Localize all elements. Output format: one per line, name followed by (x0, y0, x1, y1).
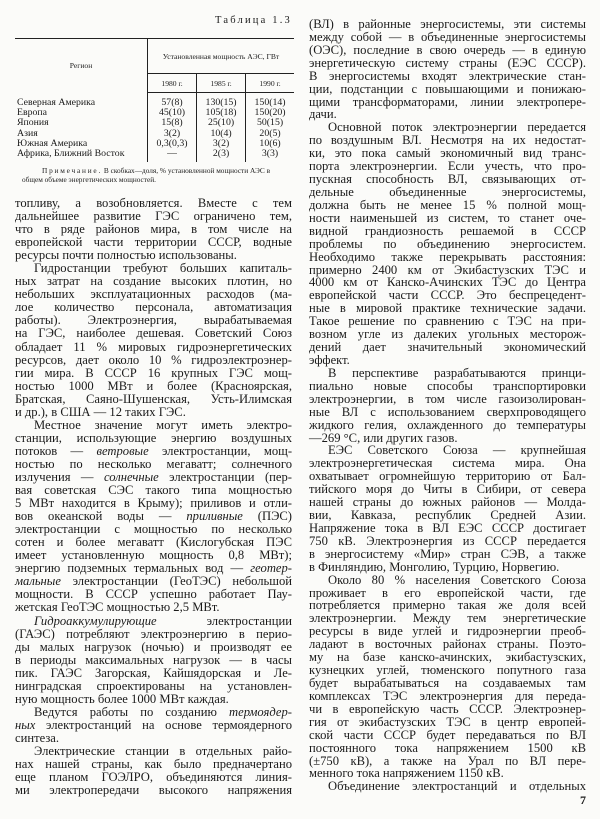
text-line: в периоды максимальных нагрузок — в часы (15, 652, 292, 667)
text-span: электростанции (ГеоТЭС) небольшой (60, 574, 292, 589)
value-cell: — (148, 149, 197, 162)
region-cell: Южная Америка (15, 139, 148, 149)
text-line: охватывает огромнейшую территорию от Бал- (309, 469, 586, 484)
text-line: (±750 кВ), а также на Урал по ВЛ пере- (309, 753, 586, 768)
text-line (15, 445, 292, 458)
text-line: нашей страны до южных районов — Молда- (309, 495, 586, 510)
text-line: постоянного тока напряжением 1500 кВ (309, 740, 586, 755)
text-line: порта электроэнергии. Если учесть, что про- (309, 159, 586, 174)
text-span: потоков — (15, 443, 97, 458)
text-line: ресурсы в виде углей и гидроэнергии преоб- (309, 624, 586, 639)
text-line: пиально новые способы транспортировки (309, 378, 586, 393)
text-line: работы). Электроэнергия, вырабатываемая (15, 313, 292, 328)
text-line: лое количество персонала, автоматизация (15, 300, 292, 315)
text-span: излучения — (15, 469, 104, 484)
text-line: электроэнергетическая система мира. Она (309, 456, 586, 471)
text-line (15, 719, 292, 732)
text-line: примерно 2400 км от Экибастузских ТЭС и (309, 262, 586, 277)
text-line: дальнейшее развитие ГЭС ограничено тем, (15, 209, 292, 224)
paragraph (309, 574, 586, 781)
value-cell: 150(20) (254, 107, 286, 119)
italic-term: солнечные (103, 469, 159, 484)
text-line: в Финляндию, Монголию, Турцию, Норвегию. (309, 559, 560, 574)
right-text-column (309, 18, 586, 793)
text-line: в энергосистему «Мир» стран СЭВ, а также (309, 546, 586, 561)
table-note (22, 167, 290, 184)
text-line: 750 кВ. Электроэнергия из СССР передается (309, 533, 586, 548)
paragraph (15, 706, 292, 745)
italic-term: ных (15, 717, 36, 732)
text-line: ные в мировой практике технические задачи. (309, 301, 586, 316)
text-line: станции, использующие энергию воздушных (15, 430, 292, 445)
text-line: ки, это пока самый экономичный вид транс- (309, 146, 586, 161)
text-line: дений дает значительный экономический (309, 340, 586, 355)
value-cell: 15(8) (148, 118, 197, 128)
region-cell: Азия (15, 129, 148, 139)
value-cell: 0,3(0,3) (148, 139, 197, 149)
text-line: будет вырабатываться на создаваемых там (309, 676, 586, 691)
value-cell: 50(15) (256, 117, 284, 129)
paragraph (15, 615, 292, 706)
text-line: (ОЭС), последние в свою очередь — в единую (309, 42, 586, 57)
paragraph (309, 780, 586, 793)
text-span: энергию подземных термальных вод — (15, 561, 251, 576)
text-line: ской части СССР будет передаваться по ВЛ (309, 727, 586, 742)
text-line: электроэнергии. Между тем энергетические (309, 611, 586, 626)
text-line: электроэнергии, в том числе газоизолирован- (309, 391, 586, 406)
text-line: (ГАЭС) потребляют электроэнергию в перио- (15, 626, 292, 641)
text-line: кузнецких углей, тюменского попутного газа (309, 663, 586, 678)
table-row (15, 118, 294, 128)
text-line: Гидростанции требуют больших капиталь- (34, 261, 292, 276)
text-line: Напряжение тока в ВЛ ЕЭС СССР достигает (309, 520, 586, 535)
paragraph (309, 121, 586, 367)
text-line: ладают в восточных районах страны. Поэто- (309, 637, 586, 652)
text-line: ностью 1000 МВт и более (Красноярская, (15, 378, 292, 393)
value-cell: 3(3) (261, 148, 279, 160)
text-line: дельные объединенные энергосистемы, (309, 184, 586, 199)
value-cell: 150(14) (254, 97, 286, 108)
italic-term: мальные (15, 574, 61, 589)
text-line: гия от экибастузских ТЭС в центр европей- (309, 714, 586, 729)
year-header: 1980 г. (148, 74, 197, 93)
text-line: электростанции с мощностью по несколько (15, 522, 292, 537)
region-cell: Африка, Ближний Восток (15, 149, 148, 162)
value-cell: 45(10) (148, 108, 197, 118)
text-line: нинградская спроектированы на установлен- (15, 678, 292, 693)
value-cell: 10(6) (259, 137, 281, 149)
text-line: ЕЭС Советского Союза — крупнейшая (328, 443, 586, 458)
text-line: потребляется примерно такая же доля всей (309, 598, 586, 613)
text-line: ресурсов, дает около 10 % гидроэлектроэнер- (15, 352, 292, 367)
text-span: электростанции, мощ- (148, 443, 293, 458)
value-cell: 130(15) (197, 93, 246, 109)
table-row (15, 108, 294, 118)
paragraph (15, 419, 292, 615)
italic-term: термоядер- (229, 704, 292, 719)
text-line: комплексах ТЭС электроэнергия для переда- (309, 688, 586, 703)
region-header: Регион (15, 39, 148, 93)
left-text-column (15, 197, 292, 797)
text-line: 4000 км от Канско-Ачинских ТЭС до Центра (309, 275, 586, 290)
text-line (15, 615, 292, 628)
text-line: на ГЭС, наиболее дешевая. Советский Союз (15, 326, 292, 341)
text-line: 5 МВт находится в Крыму); приливов и отли- (15, 496, 292, 511)
region-cell: Япония (15, 118, 148, 128)
text-line: Такое решение по сравнению с ТЭС на при- (309, 314, 586, 329)
text-line: ную мощность более 1000 МВт каждая. (15, 691, 229, 706)
text-line: ных затрат на создание высоких плотин, но (15, 274, 292, 289)
text-line: пускная способность ВЛ, связывающих от- (309, 172, 586, 187)
region-cell: Европа (15, 108, 148, 118)
text-line: эффект. (309, 352, 350, 367)
text-line: Местное значение могут иметь электро- (34, 417, 292, 432)
text-line: менного тока напряжением 1150 кВ. (309, 766, 504, 781)
text-line: Братская, Саяно-Шушенская, Усть-Илимская (15, 391, 292, 406)
note-text: В скобках—доля, % установленной мощности АЭС в общем объеме энергетических мощностей. (22, 166, 271, 184)
year-header: 1985 г. (197, 74, 246, 93)
note-label: Примечание. (42, 166, 103, 175)
text-line: пик. ГАЭС Загорская, Кайшядорская и Ле- (15, 665, 292, 680)
text-line: имеет установленную мощность 0,8 МВт); (15, 548, 292, 563)
text-line: щими трансформаторами, линии электропере- (309, 94, 586, 109)
text-line: еще планом ГОЭЛРО, объединяются линия- (15, 770, 292, 785)
text-line: жидкого гелия, охлажденного до температуры (309, 417, 586, 432)
value-cell: 3(2) (148, 129, 197, 139)
text-line: ми электропередачи высокого напряжения (15, 783, 292, 798)
text-line: энергетическую систему страны (ЕЭС СССР). (309, 55, 586, 70)
nuclear-capacity-table (15, 38, 294, 162)
text-line: Необходимо также перекрывать расстояния: (309, 249, 586, 264)
value-cell: 10(4) (197, 129, 246, 139)
text-line: му на базе канско-ачинских, экибастузских, (309, 650, 586, 665)
text-span: вов океанской воды — (15, 509, 187, 524)
value-cell: 105(18) (197, 108, 246, 118)
text-line: гии мира. В СССР 16 крупных ГЭС мощ- (15, 365, 292, 380)
text-line: видной грандиозность решаемой в СССР (309, 223, 586, 238)
text-line: ности наименьшей из систем, то станет оче- (309, 210, 586, 225)
text-line: синтеза. (15, 730, 60, 745)
text-line: Около 80 % населения Советского Союза (328, 572, 586, 587)
paragraph (309, 444, 586, 573)
text-line: обладает 11 % мировых гидроэнергетических (15, 339, 292, 354)
text-line: ды малых нагрузок (ночью) и производят ее (15, 639, 292, 654)
text-line: В перспективе разрабатываются принци- (328, 365, 586, 380)
table-row (15, 149, 294, 162)
text-line: нах нашей страны, как было предначертано (15, 757, 292, 772)
text-line: мощности. В СССР успешно работает Пау- (15, 587, 292, 602)
text-line: вая советская СЭС такого типа мощностью (15, 483, 292, 498)
text-line: чи в европейскую часть СССР. Электроэнер- (309, 701, 586, 716)
text-line: возном угле из далеких угольных месторож- (309, 327, 586, 342)
text-line: жетская ГеоТЭС мощностью 2,5 МВт. (15, 600, 220, 615)
text-span: (ПЭС) (242, 509, 292, 524)
text-line: (ВЛ) в районные энергосистемы, эти системы (309, 17, 586, 31)
text-line: ные ВЛ с использованием сверхпроводящего (309, 404, 586, 419)
text-line: топливу, а возобновляется. Вместе с тем (15, 196, 292, 210)
text-line: сотен и более мегаватт (Кислогубская ПЭС (15, 535, 292, 550)
text-line: проблемы по объединению энергосистем. (309, 236, 586, 251)
text-line: небольших эксплуатационных расходов (ма- (15, 287, 292, 302)
text-line: и др.), в США — 12 таких ГЭС. (15, 404, 186, 419)
italic-term: приливные (186, 509, 243, 524)
table-title: Таблица 1.3 (215, 15, 292, 26)
text-line: европейской части территории СССР, водные (15, 235, 292, 250)
text-line: дачи. (309, 107, 337, 122)
text-line: проживает в его европейской части, где (309, 585, 586, 600)
text-span: Ведутся работы по созданию (34, 704, 230, 719)
value-cell: 25(10) (197, 118, 246, 128)
text-line: должна быть не менее 15 % полной мощ- (309, 197, 586, 212)
text-span: электростанции (пер- (158, 469, 292, 484)
region-cell: Северная Америка (15, 93, 148, 109)
paragraph (15, 197, 292, 262)
page-number: 7 (580, 793, 586, 807)
text-line: Объединение электростанций и отдельных (328, 779, 586, 794)
value-cell: 57(8) (148, 93, 197, 109)
italic-term: геотер- (250, 561, 292, 576)
text-line: ресурсы почти полностью использованы. (15, 248, 237, 263)
italic-term: Гидроаккумулирующие (34, 613, 157, 628)
text-line: вии, Кавказа, республик Средней Азии. (309, 508, 586, 523)
text-line: что в ряде районов мира, в том числе на (15, 222, 292, 237)
text-line: —269 °С, или других газов. (309, 430, 458, 445)
year-header: 1990 г. (246, 74, 294, 93)
text-span: электростанции (156, 613, 292, 628)
text-line: Основной поток электроэнергии передается (328, 120, 586, 135)
value-cell: 3(2) (197, 139, 246, 149)
paragraph (15, 262, 292, 419)
paragraph (309, 367, 586, 445)
text-line: по воздушным ВЛ. Несмотря на их недостат- (309, 133, 586, 148)
value-cell: 2(3) (197, 149, 246, 162)
text-line: между собой — в объединенные энергосистемы (309, 29, 586, 44)
paragraph (15, 745, 292, 797)
text-line: тийского моря до Читы в Сибири, от севера (309, 482, 586, 497)
text-span: электростанций на основе термоядерного (35, 717, 292, 732)
italic-term: ветровые (96, 443, 149, 458)
table-row (15, 93, 294, 109)
text-line: ностью по несколько мегаватт; солнечного (15, 456, 292, 471)
text-line: ции, подстанции с повышающими и понижаю- (309, 81, 586, 96)
paragraph (309, 18, 586, 121)
text-line: европейской части СССР. Это беспрецедент- (309, 288, 586, 303)
capacity-header: Установленная мощность АЭС, ГВт (148, 39, 295, 74)
value-cell: 20(5) (259, 127, 281, 139)
text-line: В энергосистемы входят электрические стан- (309, 68, 586, 83)
text-line: Электрические станции в отдельных райо- (34, 743, 292, 758)
